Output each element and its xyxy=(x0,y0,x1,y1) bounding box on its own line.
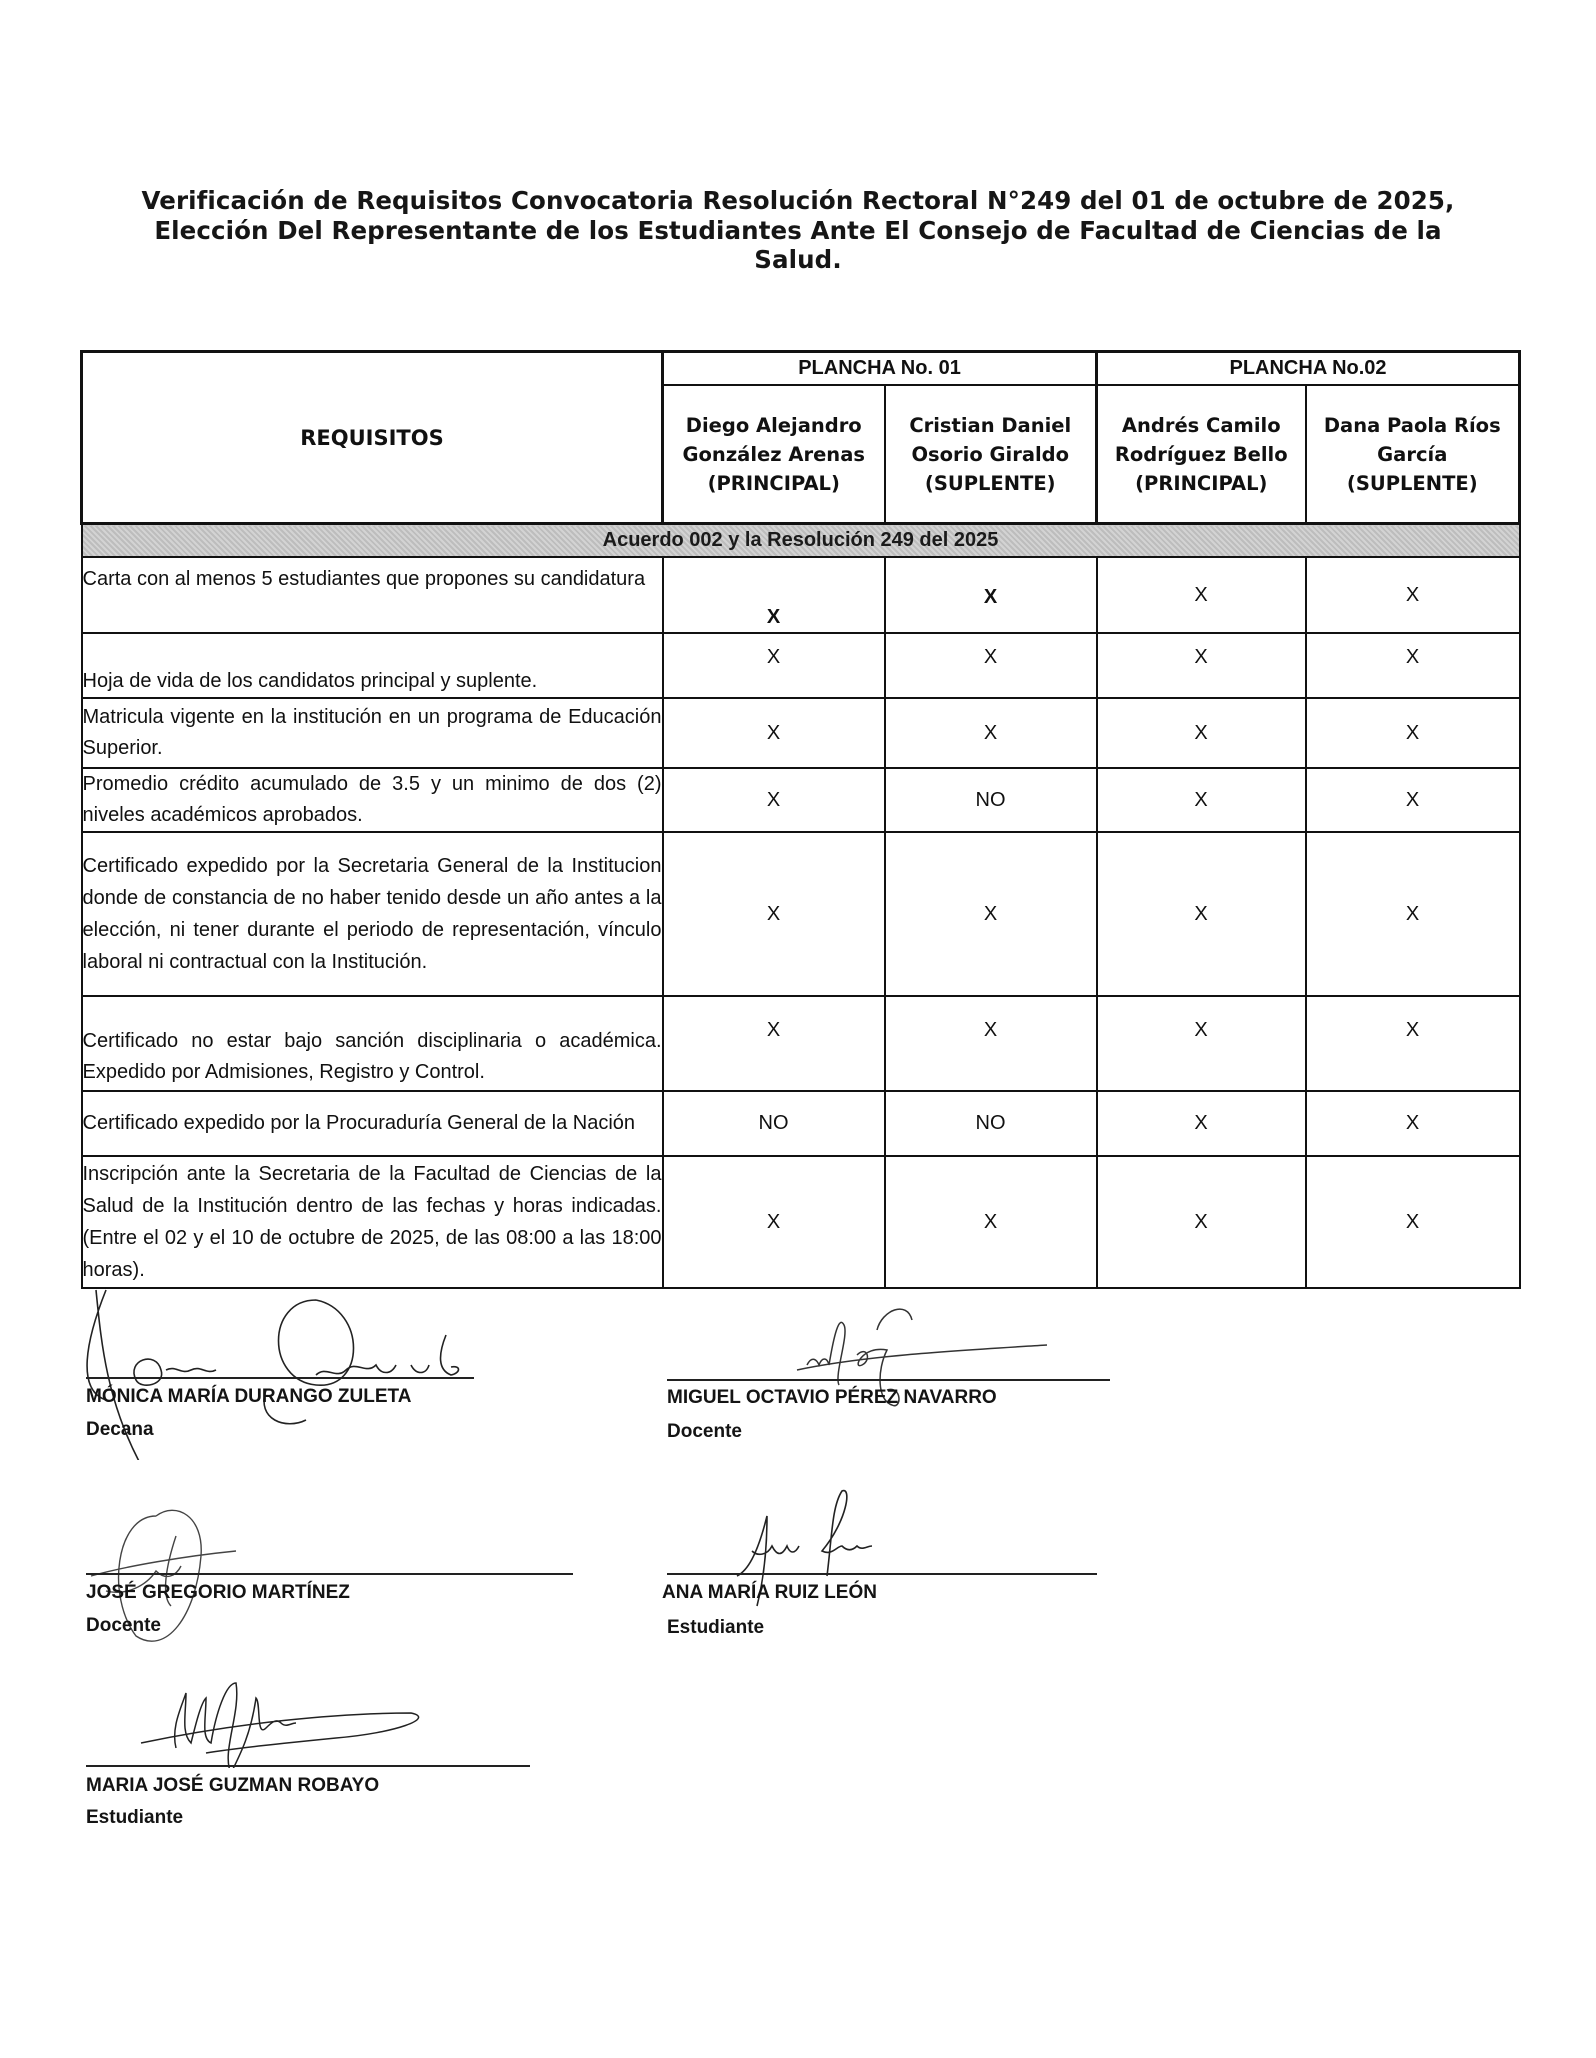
requirement-text: Promedio crédito acumulado de 3.5 y un minimo de dos (2) niveles académicos aprobados. xyxy=(82,768,663,832)
check-cell: X xyxy=(663,557,885,633)
check-cell: NO xyxy=(885,768,1097,832)
check-cell: NO xyxy=(885,1091,1097,1156)
candidate-header-dana xyxy=(1306,385,1520,524)
check-cell: X xyxy=(1306,557,1520,633)
candidate-name-line1: Diego Alejandro xyxy=(685,413,862,437)
check-cell: X xyxy=(663,633,885,698)
signature-line xyxy=(86,1573,573,1575)
candidate-role: (SUPLENTE) xyxy=(1346,471,1478,495)
signer-name: ANA MARÍA RUIZ LEÓN xyxy=(662,1582,877,1603)
check-cell: X xyxy=(885,1156,1097,1288)
check-cell: X xyxy=(663,1156,885,1288)
table-row xyxy=(82,1156,1520,1288)
check-cell: X xyxy=(885,633,1097,698)
check-cell: X xyxy=(1097,698,1306,768)
check-cell: X xyxy=(1097,633,1306,698)
check-cell: X xyxy=(1097,768,1306,832)
candidate-header-diego xyxy=(663,385,885,524)
check-cell: X xyxy=(1306,1091,1520,1156)
signer-name: MARIA JOSÉ GUZMAN ROBAYO xyxy=(86,1775,380,1796)
check-cell: X xyxy=(1097,1091,1306,1156)
plancha-01-header: PLANCHA No. 01 xyxy=(663,352,1097,386)
title-line-2: Elección Del Representante de los Estudiantes Ante El Consejo de Facultad de Ciencias de la xyxy=(154,215,1442,245)
check-cell: X xyxy=(663,996,885,1091)
signer-role: Estudiante xyxy=(667,1617,765,1638)
check-cell: X xyxy=(1097,1156,1306,1288)
signature-line xyxy=(667,1379,1110,1381)
candidate-header-andres xyxy=(1097,385,1306,524)
plancha-02-header: PLANCHA No.02 xyxy=(1097,352,1520,386)
candidate-name-line1: Andrés Camilo xyxy=(1121,413,1281,437)
requirement-text: Certificado expedido por la Procuraduría General de la Nación xyxy=(82,1091,663,1156)
requisitos-header: REQUISITOS xyxy=(82,352,663,524)
check-cell: X xyxy=(1097,832,1306,996)
signer-role: Docente xyxy=(86,1615,161,1636)
check-cell: X xyxy=(885,832,1097,996)
signer-role: Docente xyxy=(667,1421,742,1442)
signature-line xyxy=(86,1377,474,1379)
signature-line xyxy=(86,1765,530,1767)
check-cell: X xyxy=(1306,996,1520,1091)
check-cell: NO xyxy=(663,1091,885,1156)
table-row xyxy=(82,557,1520,633)
table-row xyxy=(82,768,1520,832)
candidate-name-line2: Rodríguez Bello xyxy=(1114,442,1288,466)
handwritten-signature-icon xyxy=(136,1668,456,1768)
requirement-text: Carta con al menos 5 estudiantes que propones su candidatura xyxy=(82,557,663,633)
signer-role: Estudiante xyxy=(86,1807,184,1828)
candidate-name-line1: Dana Paola Ríos xyxy=(1323,413,1501,437)
check-cell: X xyxy=(1306,1156,1520,1288)
candidate-name-line1: Cristian Daniel xyxy=(909,413,1072,437)
signer-name: JOSÉ GREGORIO MARTÍNEZ xyxy=(86,1582,350,1603)
signer-role: Decana xyxy=(86,1419,154,1440)
title-line-1: Verificación de Requisitos Convocatoria Resolución Rectoral N°249 del 01 de octubre de 2025, xyxy=(141,186,1455,215)
title-line-3: Salud. xyxy=(754,245,842,274)
section-band-row xyxy=(82,524,1520,558)
candidate-role: (SUPLENTE) xyxy=(924,471,1056,495)
check-cell: X xyxy=(885,996,1097,1091)
signer-name: MIGUEL OCTAVIO PÉREZ NAVARRO xyxy=(667,1387,997,1408)
check-cell: X xyxy=(663,698,885,768)
section-band-label: Acuerdo 002 y la Resolución 249 del 2025 xyxy=(82,524,1520,558)
table-row xyxy=(82,698,1520,768)
requirement-text: Certificado no estar bajo sanción disciplinaria o académica. Expedido por Admisiones, Registro y Control. xyxy=(82,996,663,1091)
candidate-role: (PRINCIPAL) xyxy=(1135,471,1268,495)
signature-line xyxy=(667,1573,1097,1575)
candidate-name-line2: García xyxy=(1377,442,1448,466)
check-cell: X xyxy=(1306,698,1520,768)
candidate-name-line2: Osorio Giraldo xyxy=(911,442,1070,466)
requirement-text: Matricula vigente en la institución en un programa de Educación Superior. xyxy=(82,698,663,768)
table-row xyxy=(82,832,1520,996)
check-cell: X xyxy=(885,698,1097,768)
check-cell: X xyxy=(1097,557,1306,633)
requirement-text: Hoja de vida de los candidatos principal y suplente. xyxy=(82,633,663,698)
table-row xyxy=(82,633,1520,698)
check-cell: X xyxy=(885,557,1097,633)
requirements-table xyxy=(80,350,1521,1289)
check-cell: X xyxy=(663,768,885,832)
table-row xyxy=(82,1091,1520,1156)
check-cell: X xyxy=(663,832,885,996)
check-cell: X xyxy=(1306,633,1520,698)
check-cell: X xyxy=(1306,832,1520,996)
signer-name: MÓNICA MARÍA DURANGO ZULETA xyxy=(86,1386,412,1407)
requirement-text: Certificado expedido por la Secretaria General de la Institucion donde de constancia de no haber tenido desde un año antes a la elección, ni tener durante el periodo de representación, vínculo laboral ni contractual con la Institución. xyxy=(82,832,663,996)
candidate-role: (PRINCIPAL) xyxy=(707,471,840,495)
check-cell: X xyxy=(1097,996,1306,1091)
candidate-header-cristian xyxy=(885,385,1097,524)
requirement-text: Inscripción ante la Secretaria de la Facultad de Ciencias de la Salud de la Institución dentro de las fechas y horas indicadas. (Entre el 02 y el 10 de octubre de 2025, de las 08:00 a las 18:00 horas). xyxy=(82,1156,663,1288)
check-cell: X xyxy=(1306,768,1520,832)
table-row xyxy=(82,996,1520,1091)
document-title xyxy=(60,186,1536,275)
candidate-name-line2: González Arenas xyxy=(682,442,865,466)
